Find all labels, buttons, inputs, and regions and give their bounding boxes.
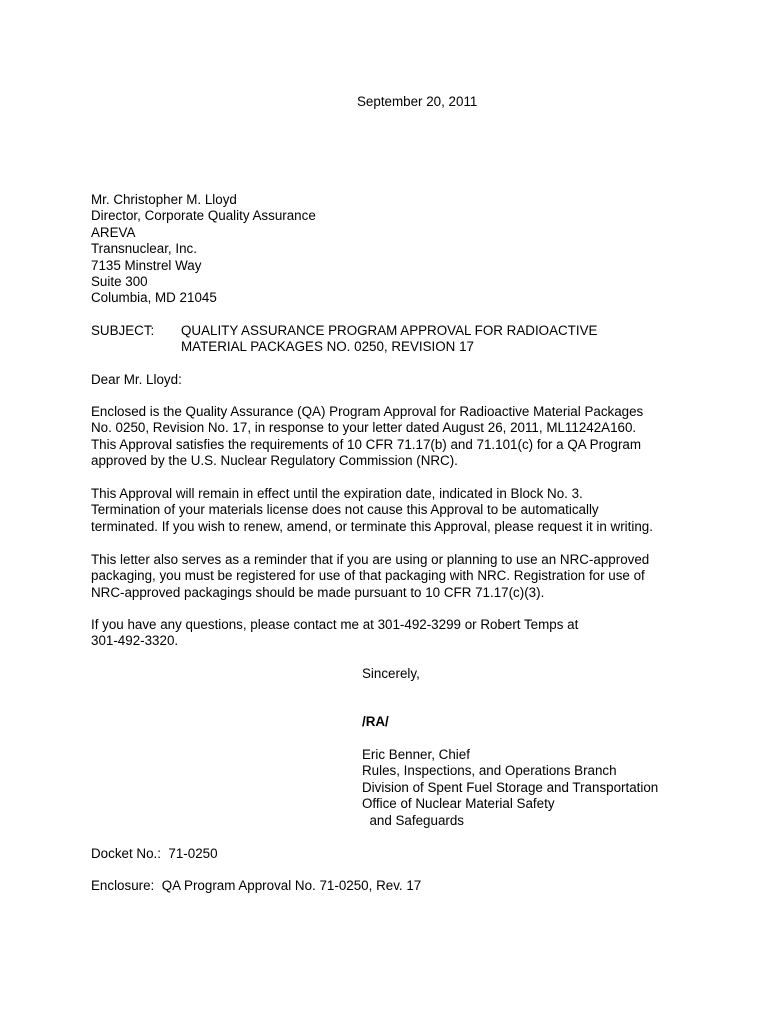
closing: Sincerely, [362, 666, 420, 681]
recipient-suite: Suite 300 [91, 274, 148, 290]
recipient-name: Mr. Christopher M. Lloyd [91, 192, 237, 207]
recipient-organization: AREVA [91, 224, 136, 240]
paragraph-line: This letter also serves as a reminder that if you are using or planning to use an NRC-approved [91, 552, 650, 567]
recipient-company: Transnuclear, Inc. [91, 241, 197, 257]
signatory-block [362, 747, 658, 829]
body-paragraph-1 [91, 404, 691, 470]
recipient-address [91, 192, 316, 307]
paragraph-line: This Approval will remain in effect until the expiration date, indicated in Block No. 3. [91, 486, 583, 501]
paragraph-line: packaging, you must be registered for use of that packaging with NRC. Registration for use of [91, 568, 645, 584]
subject-line: QUALITY ASSURANCE PROGRAM APPROVAL FOR RADIOACTIVE [181, 323, 598, 338]
signatory-division: Division of Spent Fuel Storage and Transportation [362, 779, 659, 795]
subject-line: MATERIAL PACKAGES NO. 0250, REVISION 17 [181, 339, 474, 355]
paragraph-line: Enclosed is the Quality Assurance (QA) Program Approval for Radioactive Material Packages [91, 404, 644, 419]
salutation: Dear Mr. Lloyd: [91, 372, 182, 387]
signatory-name: Eric Benner, Chief [362, 747, 470, 762]
subject-text [181, 323, 597, 356]
body-paragraph-3 [91, 552, 691, 601]
body-paragraph-2 [91, 486, 691, 535]
recipient-title: Director, Corporate Quality Assurance [91, 208, 316, 224]
paragraph-line: If you have any questions, please contact me at 301-492-3299 or Robert Temps at [91, 617, 579, 632]
paragraph-line: NRC-approved packagings should be made pursuant to 10 CFR 71.17(c)(3). [91, 584, 545, 600]
paragraph-line: approved by the U.S. Nuclear Regulatory Commission (NRC). [91, 453, 458, 469]
body-paragraph-4 [91, 617, 691, 650]
paragraph-line: Termination of your materials license does not cause this Approval to be automatically [91, 502, 599, 518]
signature-mark: /RA/ [362, 714, 389, 729]
enclosure-note: Enclosure: QA Program Approval No. 71-0250, Rev. 17 [91, 878, 422, 893]
paragraph-line: 301-492-3320. [91, 633, 179, 649]
recipient-street: 7135 Minstrel Way [91, 257, 202, 273]
signatory-office-cont: and Safeguards [362, 812, 464, 828]
letter-date: September 20, 2011 [357, 94, 478, 109]
signatory-office: Office of Nuclear Material Safety [362, 796, 555, 812]
docket-number: Docket No.: 71-0250 [91, 846, 218, 861]
paragraph-line: This Approval satisfies the requirements of 10 CFR 71.17(b) and 71.101(c) for a QA Program [91, 436, 642, 452]
subject-label: SUBJECT: [91, 323, 155, 338]
recipient-city-state: Columbia, MD 21045 [91, 290, 217, 306]
signatory-branch: Rules, Inspections, and Operations Branch [362, 763, 617, 779]
paragraph-line: terminated. If you wish to renew, amend, or terminate this Approval, please request it in writing. [91, 518, 653, 534]
paragraph-line: No. 0250, Revision No. 17, in response to your letter dated August 26, 2011, ML11242A160. [91, 420, 637, 436]
